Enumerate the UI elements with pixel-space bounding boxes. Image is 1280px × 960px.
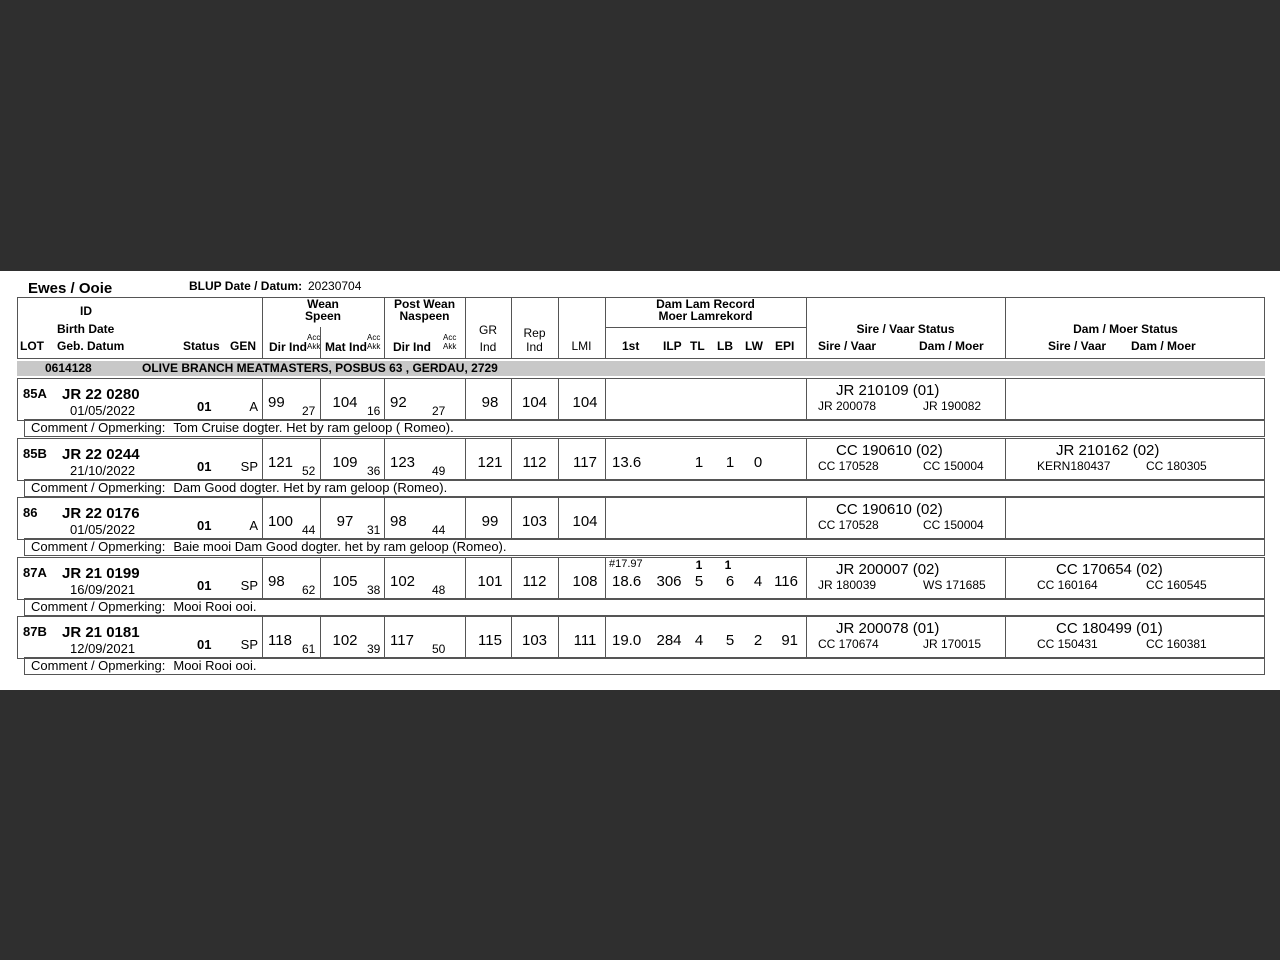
header-rep-ind: Ind bbox=[526, 340, 543, 354]
lb-value: 5 bbox=[725, 632, 735, 649]
column-divider bbox=[1005, 497, 1006, 540]
gen-code: SP bbox=[240, 637, 258, 652]
ewes-report-sheet bbox=[0, 271, 1280, 690]
sire-sire: CC 170528 bbox=[818, 518, 879, 532]
breeder-name: OLIVE BRANCH MEATMASTERS, POSBUS 63 , GERDAU, 2729 bbox=[142, 361, 498, 375]
wean-mat-ind: 105 bbox=[332, 573, 358, 590]
birth-date: 16/09/2021 bbox=[70, 582, 136, 597]
column-divider bbox=[806, 438, 807, 481]
dam-sire: CC 160164 bbox=[1037, 578, 1098, 592]
wean-dir-acc: 44 bbox=[302, 523, 316, 537]
sire-dam: JR 190082 bbox=[923, 399, 982, 413]
post-wean-dir-ind: 102 bbox=[390, 573, 416, 590]
header-wean-dir-ind: Dir Ind bbox=[269, 340, 307, 354]
column-divider bbox=[384, 438, 385, 481]
post-wean-dir-ind: 117 bbox=[390, 632, 414, 649]
column-divider bbox=[262, 616, 263, 659]
wean-mat-ind: 102 bbox=[332, 632, 358, 649]
sire-main: JR 200078 (01) bbox=[836, 620, 940, 637]
post-wean-dir-acc: 50 bbox=[432, 642, 446, 656]
header-post-wean: Post Wean bbox=[393, 297, 456, 311]
sire-sire: CC 170674 bbox=[818, 637, 879, 651]
animal-id: JR 21 0181 bbox=[62, 624, 140, 641]
header-dam-dam: Dam / Moer bbox=[1131, 339, 1196, 353]
gen-code: SP bbox=[240, 578, 258, 593]
column-divider bbox=[806, 497, 807, 540]
column-divider bbox=[806, 557, 807, 600]
lb-value: 1 bbox=[725, 454, 735, 471]
header-naspeen: Naspeen bbox=[399, 309, 450, 323]
rep-ind: 112 bbox=[522, 573, 547, 590]
status-code: 01 bbox=[197, 459, 212, 474]
wean-dir-ind: 121 bbox=[268, 454, 294, 471]
header-lmi: LMI bbox=[571, 339, 592, 353]
post-wean-dir-ind: 98 bbox=[390, 513, 407, 530]
sire-dam: CC 150004 bbox=[923, 518, 984, 532]
wean-mat-acc: 36 bbox=[367, 464, 381, 478]
header-wean-mat-ind: Mat Ind bbox=[325, 340, 367, 354]
first-note: #17.97 bbox=[609, 558, 643, 570]
column-divider bbox=[262, 438, 263, 481]
lb-note: 1 bbox=[724, 558, 732, 572]
lot-number: 85A bbox=[23, 386, 47, 401]
sire-sire: CC 170528 bbox=[818, 459, 879, 473]
ilp-value: 306 bbox=[656, 573, 682, 590]
column-divider bbox=[384, 497, 385, 540]
dam-main: JR 210162 (02) bbox=[1056, 442, 1160, 459]
rep-ind: 103 bbox=[521, 513, 548, 530]
column-divider bbox=[1005, 438, 1006, 481]
lot-number: 87A bbox=[23, 565, 47, 580]
header-dam-lam-record: Dam Lam Record bbox=[656, 297, 755, 311]
lmi-value: 104 bbox=[572, 394, 598, 411]
wean-mat-acc: 39 bbox=[367, 642, 381, 656]
gr-ind: 99 bbox=[481, 513, 499, 530]
comment-line bbox=[31, 539, 507, 554]
header-dam-status: Dam / Moer Status bbox=[1073, 322, 1178, 336]
gr-ind: 115 bbox=[478, 632, 502, 649]
blup-date-value: 20230704 bbox=[308, 279, 362, 293]
wean-dir-ind: 100 bbox=[268, 513, 294, 530]
sire-main: JR 200007 (02) bbox=[836, 561, 940, 578]
sire-sire: JR 180039 bbox=[818, 578, 877, 592]
status-code: 01 bbox=[197, 399, 212, 414]
status-code: 01 bbox=[197, 637, 212, 652]
gr-ind: 121 bbox=[477, 454, 503, 471]
wean-dir-ind: 98 bbox=[268, 573, 285, 590]
comment-line bbox=[31, 420, 454, 435]
dam-main: CC 180499 (01) bbox=[1056, 620, 1163, 637]
header-first: 1st bbox=[622, 339, 640, 353]
header-pw-dir-acc: Acc Akk bbox=[443, 333, 457, 351]
comment-line bbox=[31, 658, 256, 673]
header-moer-lamrekord: Moer Lamrekord bbox=[658, 309, 753, 323]
header-birth-date: Birth Date bbox=[57, 322, 115, 336]
header-dam-sire: Sire / Vaar bbox=[1048, 339, 1107, 353]
header-rep: Rep bbox=[523, 326, 546, 340]
animal-id: JR 22 0244 bbox=[62, 446, 140, 463]
sire-main: JR 210109 (01) bbox=[836, 382, 940, 399]
epi-value: 91 bbox=[781, 632, 798, 649]
tl-value: 1 bbox=[694, 454, 704, 471]
sire-dam: WS 171685 bbox=[923, 578, 986, 592]
dam-main: CC 170654 (02) bbox=[1056, 561, 1163, 578]
lmi-value: 108 bbox=[572, 573, 598, 590]
report-title: Ewes / Ooie bbox=[28, 280, 113, 297]
header-sire-status: Sire / Vaar Status bbox=[856, 322, 955, 336]
sire-sire: JR 200078 bbox=[818, 399, 877, 413]
comment-line bbox=[31, 599, 256, 614]
header-lb: LB bbox=[717, 339, 733, 353]
comment-text: Tom Cruise dogter. Het by ram geloop ( Romeo). bbox=[173, 420, 454, 435]
wean-dir-ind: 118 bbox=[268, 632, 292, 649]
wean-mat-ind: 104 bbox=[332, 394, 358, 411]
column-divider bbox=[320, 616, 321, 659]
header-status: Status bbox=[183, 339, 220, 353]
dam-dam: CC 180305 bbox=[1146, 459, 1207, 473]
animal-id: JR 22 0176 bbox=[62, 505, 140, 522]
tl-note: 1 bbox=[695, 558, 703, 572]
lot-number: 87B bbox=[23, 624, 47, 639]
header-pw-dir-ind: Dir Ind bbox=[393, 340, 431, 354]
column-divider bbox=[320, 438, 321, 481]
birth-date: 12/09/2021 bbox=[70, 641, 136, 656]
comment-label: Comment / Opmerking: bbox=[31, 539, 166, 554]
epi-value: 116 bbox=[774, 573, 798, 590]
header-gr-ind: Ind bbox=[479, 340, 497, 354]
dam-dam: CC 160545 bbox=[1146, 578, 1207, 592]
wean-dir-ind: 99 bbox=[268, 394, 285, 411]
birth-date: 21/10/2022 bbox=[70, 463, 136, 478]
rep-ind: 103 bbox=[521, 632, 548, 649]
column-divider bbox=[384, 557, 385, 600]
dam-dam: CC 160381 bbox=[1146, 637, 1207, 651]
comment-text: Baie mooi Dam Good dogter. het by ram geloop (Romeo). bbox=[173, 539, 507, 554]
first-lambing: 18.6 bbox=[612, 573, 642, 590]
wean-dir-acc: 61 bbox=[302, 642, 316, 656]
comment-label: Comment / Opmerking: bbox=[31, 658, 166, 673]
birth-date: 01/05/2022 bbox=[70, 522, 136, 537]
comment-text: Mooi Rooi ooi. bbox=[173, 658, 257, 673]
wean-mat-acc: 31 bbox=[367, 523, 381, 537]
comment-text: Mooi Rooi ooi. bbox=[173, 599, 257, 614]
post-wean-dir-acc: 44 bbox=[432, 523, 446, 537]
lw-value: 4 bbox=[753, 573, 763, 590]
breeder-code: 0614128 bbox=[45, 361, 92, 375]
column-divider bbox=[320, 378, 321, 421]
dam-sire: CC 150431 bbox=[1037, 637, 1098, 651]
animal-id: JR 21 0199 bbox=[62, 565, 140, 582]
birth-date: 01/05/2022 bbox=[70, 403, 136, 418]
tl-value: 4 bbox=[694, 632, 704, 649]
column-divider bbox=[1005, 616, 1006, 659]
column-divider bbox=[384, 616, 385, 659]
column-divider bbox=[1005, 557, 1006, 600]
lw-value: 2 bbox=[753, 632, 763, 649]
column-divider bbox=[320, 497, 321, 540]
wean-mat-ind: 109 bbox=[332, 454, 358, 471]
wean-dir-acc: 52 bbox=[302, 464, 316, 478]
header-ilp: ILP bbox=[663, 339, 682, 353]
blup-date-label: BLUP Date / Datum: bbox=[189, 279, 303, 293]
post-wean-dir-acc: 49 bbox=[432, 464, 446, 478]
wean-dir-acc: 62 bbox=[302, 583, 316, 597]
header-geb-datum: Geb. Datum bbox=[57, 339, 125, 353]
post-wean-dir-acc: 48 bbox=[432, 583, 446, 597]
post-wean-dir-ind: 92 bbox=[390, 394, 407, 411]
column-divider bbox=[384, 378, 385, 421]
header-speen: Speen bbox=[304, 309, 341, 323]
column-divider bbox=[262, 497, 263, 540]
lmi-value: 104 bbox=[572, 513, 598, 530]
lot-number: 85B bbox=[23, 446, 47, 461]
animal-id: JR 22 0280 bbox=[62, 386, 140, 403]
column-divider bbox=[806, 616, 807, 659]
sire-main: CC 190610 (02) bbox=[836, 501, 943, 518]
gr-ind: 101 bbox=[477, 573, 503, 590]
wean-dir-acc: 27 bbox=[302, 404, 316, 418]
wean-mat-acc: 38 bbox=[367, 583, 381, 597]
column-divider bbox=[262, 378, 263, 421]
comment-line bbox=[31, 480, 447, 495]
comment-label: Comment / Opmerking: bbox=[31, 599, 166, 614]
column-divider bbox=[262, 557, 263, 600]
gen-code: A bbox=[249, 399, 258, 414]
header-epi: EPI bbox=[775, 339, 795, 353]
lmi-value: 117 bbox=[573, 454, 597, 471]
post-wean-dir-acc: 27 bbox=[432, 404, 446, 418]
header-tl: TL bbox=[690, 339, 705, 353]
header-lw: LW bbox=[745, 339, 763, 353]
dam-sire: KERN180437 bbox=[1037, 459, 1111, 473]
first-lambing: 13.6 bbox=[612, 454, 642, 471]
header-sire-dam: Dam / Moer bbox=[919, 339, 984, 353]
gr-ind: 98 bbox=[481, 394, 499, 411]
header-wean-dir-acc: Acc Akk bbox=[307, 333, 321, 351]
lot-number: 86 bbox=[23, 505, 38, 520]
lw-value: 0 bbox=[753, 454, 763, 471]
sire-dam: CC 150004 bbox=[923, 459, 984, 473]
header-id: ID bbox=[80, 304, 92, 318]
gen-code: SP bbox=[240, 459, 258, 474]
header-wean: Wean bbox=[307, 297, 339, 311]
gen-code: A bbox=[249, 518, 258, 533]
status-code: 01 bbox=[197, 518, 212, 533]
column-divider bbox=[806, 378, 807, 421]
rep-ind: 104 bbox=[521, 394, 548, 411]
wean-mat-ind: 97 bbox=[336, 513, 354, 530]
rep-ind: 112 bbox=[522, 454, 547, 471]
sire-dam: JR 170015 bbox=[923, 637, 982, 651]
first-lambing: 19.0 bbox=[612, 632, 642, 649]
column-divider bbox=[320, 557, 321, 600]
comment-text: Dam Good dogter. Het by ram geloop (Romeo). bbox=[173, 480, 448, 495]
status-code: 01 bbox=[197, 578, 212, 593]
comment-label: Comment / Opmerking: bbox=[31, 420, 166, 435]
tl-value: 5 bbox=[694, 573, 704, 590]
header-lot: LOT bbox=[20, 339, 44, 353]
wean-mat-acc: 16 bbox=[367, 404, 381, 418]
lmi-value: 111 bbox=[573, 632, 597, 649]
header-gen: GEN bbox=[230, 339, 257, 353]
sire-main: CC 190610 (02) bbox=[836, 442, 943, 459]
column-divider bbox=[1005, 378, 1006, 421]
header-gr: GR bbox=[479, 323, 497, 337]
lb-value: 6 bbox=[725, 573, 735, 590]
ilp-value: 284 bbox=[656, 632, 682, 649]
post-wean-dir-ind: 123 bbox=[390, 454, 416, 471]
comment-label: Comment / Opmerking: bbox=[31, 480, 166, 495]
header-wean-mat-acc: Acc Akk bbox=[367, 333, 381, 351]
header-sire-sire: Sire / Vaar bbox=[818, 339, 877, 353]
